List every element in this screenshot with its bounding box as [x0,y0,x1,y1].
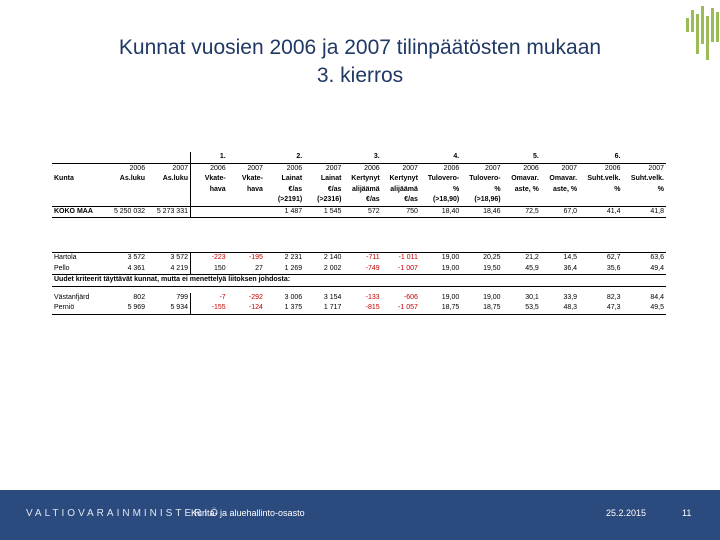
green-bars-decoration [684,4,720,64]
municipality-row-cell: 48,3 [541,303,579,314]
header-row-2-cell: % [453,185,460,193]
criteria-group-row-cell [228,152,265,163]
municipality-row-cell: -124 [228,303,265,314]
spacer-row [52,218,666,253]
year-row-cell: 2006 [129,164,146,172]
header-row-1-cell: Kertynyt [351,175,380,182]
header-row-2-cell: % [657,185,664,193]
header-row-1-cell: As.luku [119,175,146,182]
municipality-row-cell: 2 231 [265,253,304,264]
header-row-3-cell: (>2191) [265,195,304,206]
header-row-2 [52,185,666,196]
koko-maa-row-cell: 18,46 [461,206,502,218]
criteria-table-wrapper [52,152,666,315]
municipality-row-cell: 3 154 [323,293,342,301]
koko-maa-row-cell: 72,5 [503,206,541,218]
header-row-3-cell [106,195,147,206]
municipality-row-cell: 3 006 [284,293,303,301]
criteria-group-row [52,152,666,163]
year-row-cell: 2007 [402,164,418,172]
note-text: Uudet kriteerit täyttävät kunnat, mutta ei menettelyä liitoksen johdosta: [52,275,666,287]
municipality-row-cell: -1 007 [382,264,420,275]
header-row-1-cell: Suht.velk. [630,175,664,182]
header-row-3 [52,195,666,206]
municipality-row-cell: 82,3 [606,293,621,301]
municipality-row-cell: -133 [365,293,380,301]
criteria-group-row-cell [541,152,579,163]
municipality-row-cell: 20,25 [461,253,502,264]
spacer-cell [52,218,666,253]
year-row-cell: 2007 [485,164,501,172]
header-row-2-cell [147,185,190,196]
municipality-row-cell: Hartola [52,253,106,264]
header-row-2-cell: % [494,185,501,193]
header-row-2-cell: % [614,185,621,193]
koko-maa-row-cell: 41,4 [579,206,622,218]
municipality-row-cell: 19,00 [420,264,461,275]
header-row-2-cell: hava [246,185,263,193]
koko-maa-row-cell: 750 [382,206,420,218]
municipality-row-cell: -749 [343,264,381,275]
header-row-2-cell: aste, % [552,185,578,193]
header-row-2-cell: €/as [288,185,303,193]
municipality-row-cell: 799 [176,293,188,301]
criteria-group-row-cell [147,152,190,163]
header-row-1-cell: Lainat [281,175,303,182]
koko-maa-row-cell: 1 545 [304,206,343,218]
municipality-row-cell: 19,00 [441,293,460,301]
note-row [52,275,666,287]
header-row-1-cell: Tulovero- [427,175,460,182]
municipality-row-cell: 18,75 [420,303,461,314]
municipality-row-cell: 14,5 [541,253,579,264]
department-name: Kunta- ja aluehallinto-osasto [191,508,305,518]
ministry-logo: VALTIOVARAINMINISTERIÖ [26,508,221,519]
page-number: 11 [682,508,692,518]
municipality-row-cell: 19,50 [461,264,502,275]
municipality-row-cell: -711 [343,253,381,264]
koko-maa-row-cell [228,206,265,218]
criteria-group-row-cell [304,152,343,163]
municipality-row [52,303,666,314]
title-line-2: 3. kierros [316,64,404,87]
header-row-3-cell [622,195,666,206]
municipality-row-cell: -815 [343,303,381,314]
year-row [52,163,666,174]
header-row-2-cell: alijäämä [390,185,418,193]
municipality-row-cell: 1 375 [265,303,304,314]
municipality-row-cell: 33,9 [563,293,578,301]
header-row-3-cell: (>18,96) [461,195,502,206]
municipality-row-cell: -155 [191,303,228,314]
municipality-row-cell: 3 572 [147,253,190,264]
header-row-3-cell: (>2316) [304,195,343,206]
municipality-row-cell: 63,6 [622,253,666,264]
criteria-group-row-cell: 4. [420,152,461,163]
criteria-group-row-cell: 3. [343,152,381,163]
municipality-row-cell: -292 [248,293,263,301]
municipality-row-cell: 3 572 [106,253,147,264]
municipality-row-cell: -606 [403,293,418,301]
header-row-1-cell: Vkate- [241,175,263,182]
header-row-1-cell: Kunta [54,175,74,182]
header-row-1-cell: As.luku [162,175,188,182]
criteria-group-row-cell [461,152,502,163]
header-row-1-cell: Suht.velk. [587,175,621,182]
year-row-cell [52,163,106,174]
municipality-row-cell: 5 969 [106,303,147,314]
municipality-row [52,264,666,275]
municipality-row-cell: 49,5 [622,303,666,314]
municipality-row-cell: 53,5 [503,303,541,314]
header-row-1-cell: Omavar. [511,175,539,182]
municipality-row-cell: 802 [133,293,146,301]
header-row-3-cell [191,195,228,206]
year-row-cell: 2006 [191,163,228,174]
koko-maa-row-cell: 5 250 032 [106,206,147,218]
municipality-row-cell: 2 002 [304,264,343,275]
year-row-cell: 2006 [443,164,460,172]
criteria-group-row-cell: 2. [265,152,304,163]
title-line-1: Kunnat vuosien 2006 ja 2007 tilinpäätösten mukaan [118,36,602,59]
criteria-group-row-cell: 5. [503,152,541,163]
municipality-row-cell: 62,7 [579,253,622,264]
header-row-3-cell [228,195,265,206]
municipality-row-cell: -195 [228,253,265,264]
municipality-row-cell: 4 219 [147,264,190,275]
header-row-3-cell: €/as [343,195,381,206]
municipality-row-cell: -1 011 [382,253,420,264]
criteria-group-row-cell [106,152,147,163]
municipality-row-cell: 19,00 [420,253,461,264]
koko-maa-row-cell: 1 487 [265,206,304,218]
header-row-3-cell [52,195,106,206]
municipality-row-cell: 21,2 [503,253,541,264]
header-row-3-cell [503,195,541,206]
header-row-1-cell: Lainat [320,175,342,182]
koko-maa-row-cell: 572 [343,206,381,218]
koko-maa-row-cell [191,206,228,218]
header-row-2-cell: hava [191,185,228,196]
header-row-3-cell [541,195,579,206]
header-row-2-cell [52,185,106,196]
year-row-cell: 2006 [604,164,621,172]
header-row-3-cell: (>18,90) [420,195,461,206]
municipality-row-cell: 35,6 [579,264,622,275]
municipality-row-cell: 45,9 [503,264,541,275]
municipality-row-cell: 84,4 [650,293,664,301]
header-row-2-cell: alijäämä [352,185,380,193]
year-row-cell: 2006 [364,164,380,172]
municipality-row-cell: -7 [191,293,228,304]
koko-maa-row-cell: 41,8 [622,206,666,218]
koko-maa-row-cell: KOKO MAA [52,206,106,218]
header-row-2-cell: aste, % [514,185,539,193]
municipality-row-cell: 2 140 [304,253,343,264]
year-row-cell: 2007 [172,164,188,172]
header-row-1-cell: Tulovero- [469,175,501,182]
criteria-group-row-cell: 1. [191,152,228,163]
municipality-row [52,253,666,264]
header-row-1-cell: Kertynyt [389,175,418,182]
slide-title [0,34,720,90]
criteria-group-row-cell: 6. [579,152,622,163]
year-row-cell: 2007 [648,164,664,172]
header-row-3-cell [579,195,622,206]
koko-maa-row-cell: 5 273 331 [147,206,190,218]
municipality-row-cell: 19,00 [483,293,501,301]
koko-maa-row-cell: 67,0 [541,206,579,218]
header-row-2-cell [106,185,147,196]
header-row-1-cell: Omavar. [549,175,578,182]
header-row-2-cell: €/as [327,185,342,193]
municipality-row-cell: Västanfjärd [54,293,90,301]
municipality-row-cell: 36,4 [541,264,579,275]
criteria-table [52,152,666,315]
year-row-cell: 2006 [523,164,539,172]
municipality-row-cell: -1 057 [382,303,420,314]
criteria-group-row-cell [622,152,666,163]
municipality-row-cell: 150 [191,264,228,275]
year-row-cell: 2007 [561,164,578,172]
slide-date: 25.2.2015 [606,508,647,518]
municipality-row-cell: 1 717 [304,303,343,314]
municipality-row-cell: 27 [228,264,265,275]
municipality-row-cell: 49,4 [622,264,666,275]
koko-maa-row [52,206,666,218]
header-row-3-cell: €/as [382,195,420,206]
criteria-group-row-cell [52,152,106,163]
header-row-3-cell [147,195,190,206]
header-row-1-cell: Vkate- [191,174,228,185]
municipality-row-cell: Pello [52,264,106,275]
municipality-row-cell: -223 [191,253,228,264]
municipality-row-cell: 47,3 [579,303,622,314]
criteria-group-row-cell [382,152,420,163]
year-row-cell: 2007 [247,164,263,172]
year-row-cell: 2006 [286,164,303,172]
koko-maa-row-cell: 18,40 [420,206,461,218]
municipality-row-cell: 30,1 [525,293,539,301]
municipality-row-cell: 18,75 [461,303,502,314]
municipality-row-cell: 4 361 [106,264,147,275]
year-row-cell: 2007 [325,164,342,172]
header-row-1 [52,174,666,185]
municipality-row-cell: Perniö [52,303,106,314]
municipality-row-cell: 1 269 [265,264,304,275]
municipality-row-cell: 5 934 [147,303,190,314]
municipality-row [52,293,666,304]
